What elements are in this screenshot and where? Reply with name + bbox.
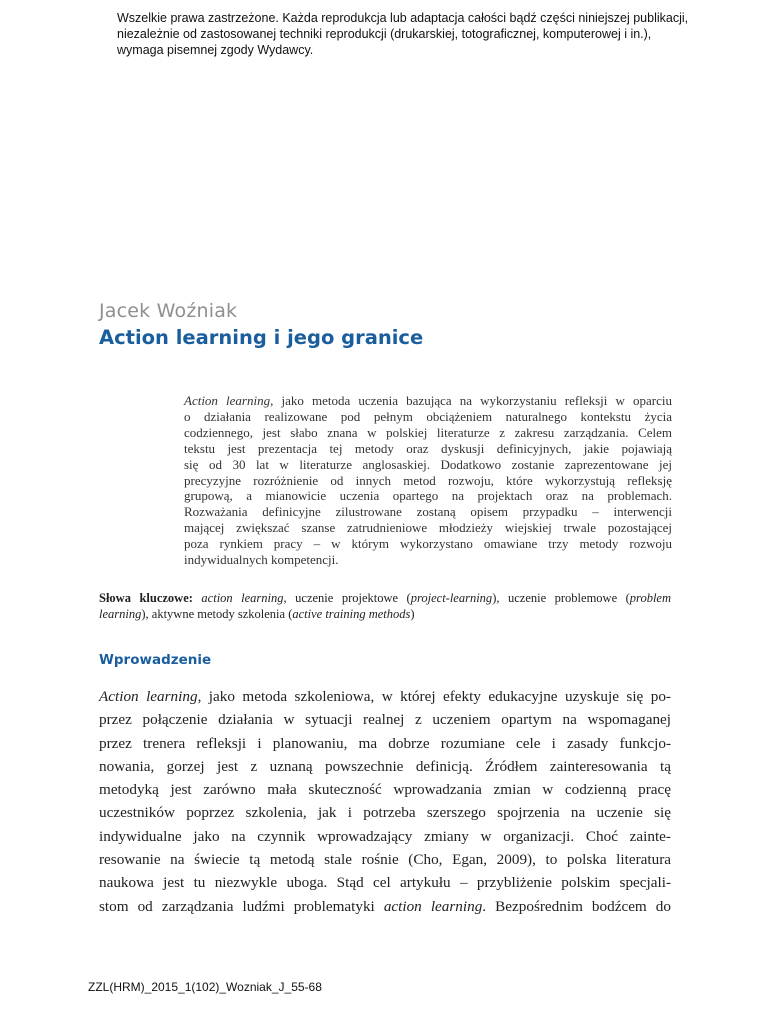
abstract-line: Rozważania definicyjne zilustrowane zostaną opisem przypadku – interwencji [184,504,672,520]
article-author: Jacek Woźniak [99,300,238,322]
abstract-line: mającej zwiększać szanse zatrudnieniowe młodzieży wiejskiej trwale pozostającej [184,520,672,536]
body-text: . Bezpośrednim bodźcem do [482,897,671,915]
keyword-text: ) [410,607,415,621]
abstract-line: grupową, a mianowicie uczenia opartego na projektach oraz na problemach. [184,488,672,504]
body-line: nowania, gorzej jest z uznaną powszechnie definicją. Źródłem zainteresowania tą [99,757,671,775]
notice-line: wymaga pisemnej zgody Wydawcy. [117,43,314,57]
abstract-lead-term: Action learning [184,393,271,408]
abstract-line: o działania realizowane pod pełnym obciążeniem naturalnego kontekstu życia [184,408,672,424]
body-paragraph [99,685,671,918]
abstract [184,393,672,568]
keywords [99,590,671,622]
keyword-term: learning [99,607,142,621]
body-lead-term: Action learning [99,688,198,705]
body-line: przez trenera refleksji i planowaniu, ma dobrze rozumiane cele i zasady funkcjo- [99,734,671,752]
keywords-line [99,590,671,606]
keyword-text: , uczenie projektowe ( [283,591,411,605]
body-text: stom od zarządzania ludźmi problematyki [99,897,384,915]
keywords-line [99,606,671,622]
keyword-term: problem [629,591,671,605]
abstract-first-rest: , jako metoda uczenia bazująca na wykorzystaniu refleksji w oparciu [270,393,672,408]
article-title: Action learning i jego granice [99,326,424,349]
keywords-label: Słowa kluczowe: [99,591,193,605]
body-line: uczestników poprzez szkolenia, jak i potrzeba szerszego spojrzenia na uczenie się [99,804,671,822]
footer-file-id: ZZL(HRM)_2015_1(102)_Wozniak_J_55-68 [88,980,322,994]
abstract-line: tekstu jest prezentacja tej metody oraz dyskusji definicyjnych, jakie pojawiają [184,440,672,456]
section-heading: Wprowadzenie [99,652,212,668]
notice-line: niezależnie od zastosowanej techniki reprodukcji (drukarskiej, totograficznej, komputerowej i in.), [117,27,652,41]
copyright-notice [117,10,717,58]
abstract-line: się od 30 lat w literaturze anglosaskiej. Dodatkowo zostanie zaprezentowane jej [184,456,672,472]
notice-line: Wszelkie prawa zastrzeżone. Każda reprodukcja lub adaptacja całości bądź części niniejszej publikacji, [117,11,689,25]
body-line: resowanie na świecie tą metodą stale rośnie (Cho, Egan, 2009), to polska literatura [99,851,671,869]
body-line: indywidualne jako na czynnik wprowadzający zmiany w organizacji. Choć zainte- [99,827,671,845]
keyword-text: ), uczenie problemowe ( [492,591,630,605]
body-first-rest: , jako metoda szkoleniowa, w której efekty edukacyjne uzyskuje się po- [197,688,671,705]
abstract-line [184,393,672,409]
abstract-line: indywidualnych kompetencji. [184,552,339,568]
keyword-term: action learning [201,591,284,605]
abstract-line: poza rynkiem pracy – w którym wykorzystano omawiane trzy metody rozwoju [184,536,672,552]
body-line [99,895,671,918]
keyword-term: project-learning [410,591,493,605]
abstract-line: codziennego, jest słabo znana w polskiej literaturze z zakresu zarządzania. Celem [184,424,672,440]
keyword-term: active training methods [292,607,411,621]
keyword-text: ), aktywne metody szkolenia ( [141,607,293,621]
body-line: metodyką jest zarówno mała skuteczność wprowadzania zmian w codzienną pracę [99,781,671,799]
body-line: przez połączenie działania w sytuacji realnej z uczeniem opartym na wspomaganej [99,711,671,729]
body-line: naukowa jest tu niezwykle uboga. Stąd cel artykułu – przybliżenie polskim specjali- [99,874,671,892]
body-line [99,685,671,708]
body-term: action learning [383,897,483,915]
abstract-line: precyzyjne rozróżnienie od innych metod rozwoju, które wykorzystują refleksję [184,472,672,488]
